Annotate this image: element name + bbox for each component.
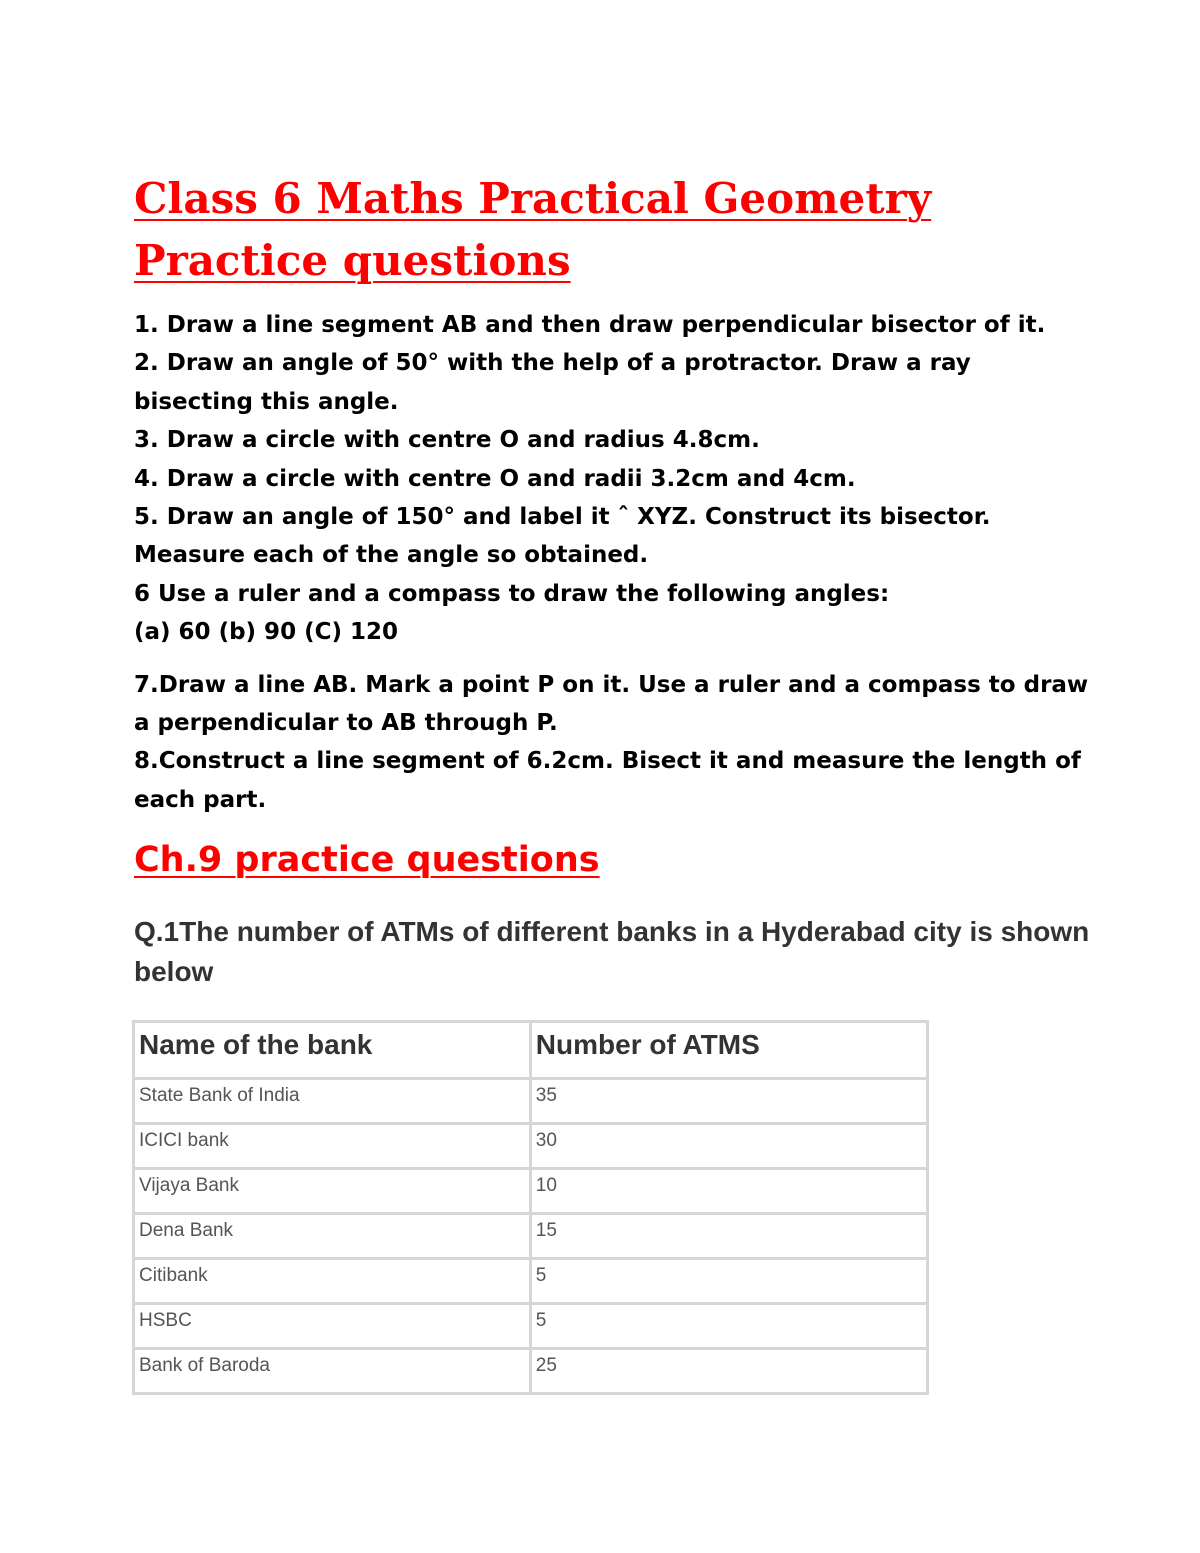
bank-name-cell: Dena Bank [134,1214,531,1259]
question-item: 8.Construct a line segment of 6.2cm. Bisect it and measure the length of each part. [134,748,1081,813]
table-row [134,1079,928,1124]
atm-count-cell: 5 [530,1259,927,1304]
table-row [134,1304,928,1349]
atm-count-cell: 30 [530,1124,927,1169]
bank-name-cell: HSBC [134,1304,531,1349]
bank-name-cell: Citibank [134,1259,531,1304]
question-item: 4. Draw a circle with centre O and radii 3.2cm and 4cm. [134,465,856,492]
table-row [134,1169,928,1214]
question-item: 7.Draw a line AB. Mark a point P on it. Use a ruler and a compass to draw a perpendicular to AB through P. [134,671,1089,737]
table-header-atms: Number of ATMS [530,1022,927,1079]
table-row [134,1259,928,1304]
q1-text: Q.1The number of ATMs of different banks in a Hyderabad city is shown below [134,916,1090,987]
bank-name-cell: State Bank of India [134,1079,531,1124]
question-item: 3. Draw a circle with centre O and radius 4.8cm. [134,427,760,454]
atm-count-cell: 5 [530,1304,927,1349]
question-options: (a) 60 (b) 90 (C) 120 [134,619,398,646]
question-item: 2. Draw an angle of 50° with the help of a protractor. Draw a ray bisecting this angle. [134,350,971,415]
question-item: 1. Draw a line segment AB and then draw perpendicular bisector of it. [134,312,1046,338]
bank-atm-table [132,1020,929,1395]
table-row [134,1214,928,1259]
bank-name-cell: Bank of Baroda [134,1349,531,1394]
page-title: Class 6 Maths Practical Geometry Practice questions [134,174,932,285]
atm-count-cell: 15 [530,1214,927,1259]
table-header-bank: Name of the bank [134,1022,531,1079]
question-list [134,306,1094,819]
table-row [134,1349,928,1394]
question-item: 5. Draw an angle of 150° and label it ˆ XYZ. Construct its bisector. Measure each of the angle so obtained. [134,504,991,569]
table-header-row [134,1022,928,1079]
atm-count-cell: 25 [530,1349,927,1394]
atm-count-cell: 35 [530,1079,927,1124]
bank-name-cell: Vijaya Bank [134,1169,531,1214]
table-row [134,1124,928,1169]
atm-count-cell: 10 [530,1169,927,1214]
bank-name-cell: ICICI bank [134,1124,531,1169]
chapter-heading: Ch.9 practice questions [134,840,600,880]
question-item: 6 Use a ruler and a compass to draw the following angles: [134,580,890,607]
